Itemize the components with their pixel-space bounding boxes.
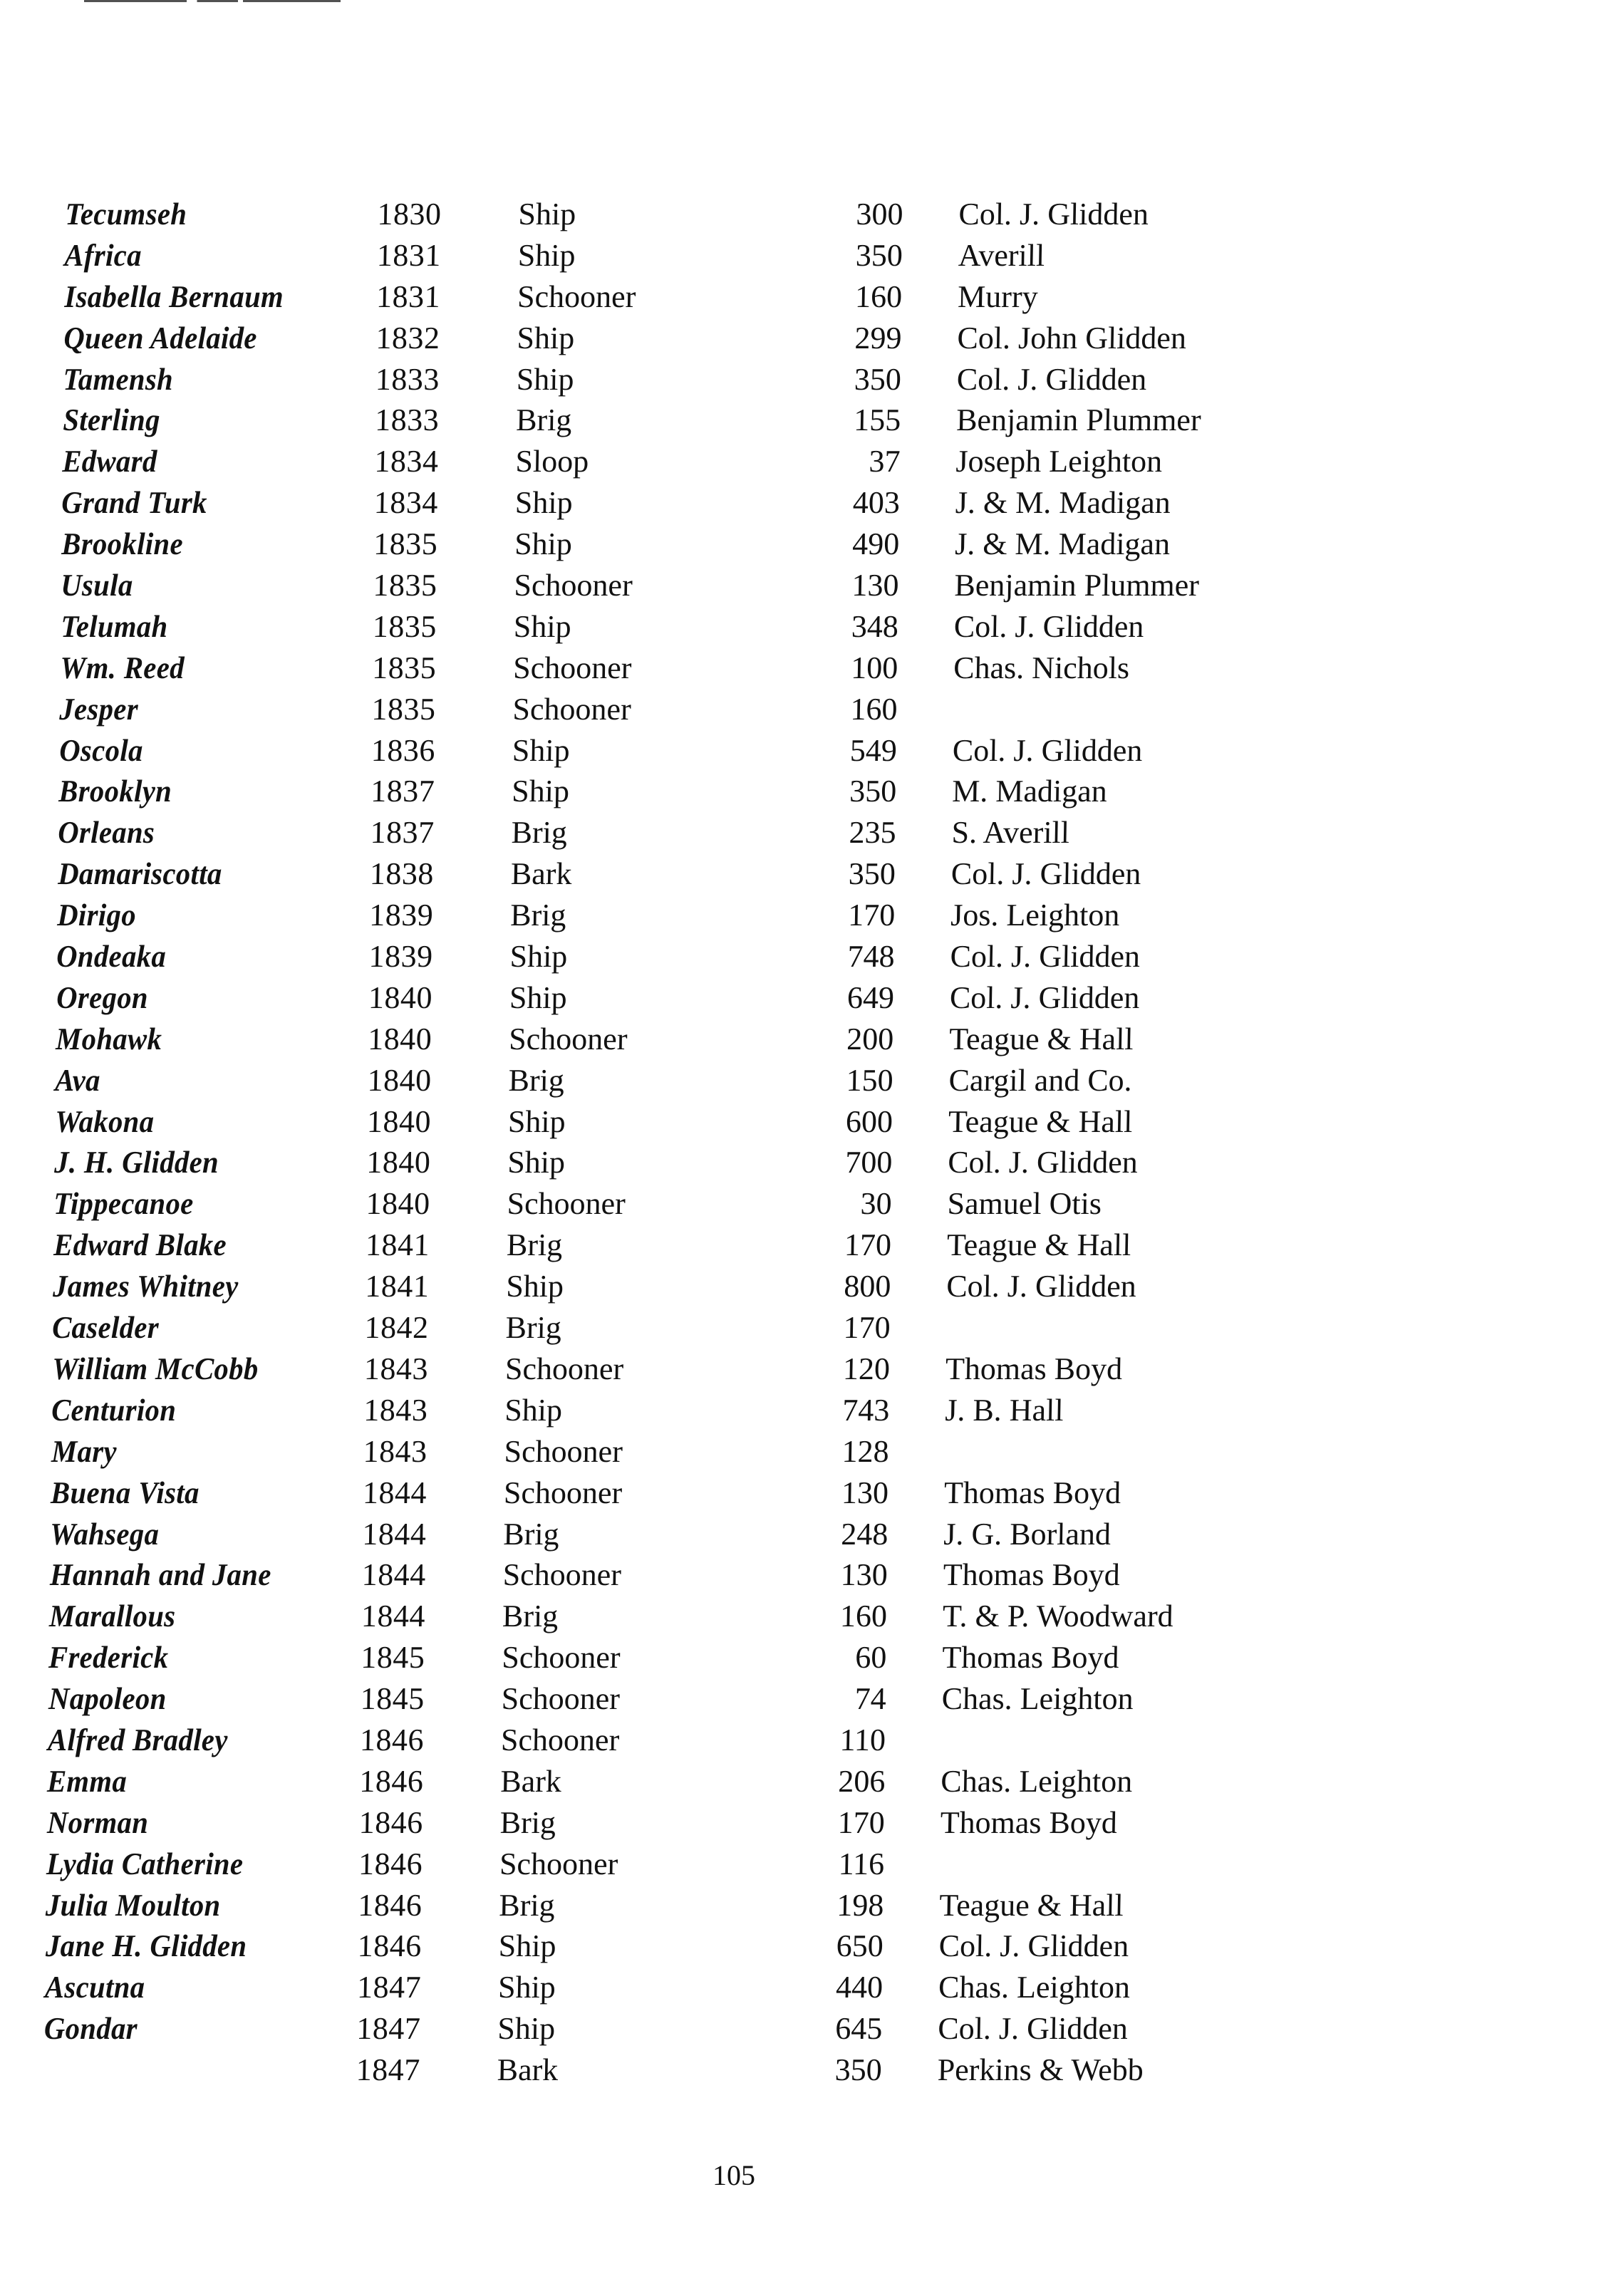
vessel-year: 1833 [375, 361, 440, 397]
table-row [5, 1472, 1599, 1514]
vessel-name: Alfred Bradley [47, 1722, 229, 1757]
vessel-owner: Cargil and Co. [948, 1062, 1133, 1098]
vessel-year: 1834 [373, 485, 439, 521]
vessel-owner: J. & M. Madigan [955, 485, 1171, 521]
vessel-name: Lydia Catherine [46, 1846, 244, 1881]
vessel-tons: 348 [851, 608, 899, 644]
vessel-owner: Jos. Leighton [950, 898, 1120, 933]
vessel-owner: Col. J. Glidden [953, 608, 1144, 644]
vessel-owner: Col. J. Glidden [945, 1269, 1137, 1304]
vessel-name: Mary [51, 1433, 117, 1469]
vessel-owner: Col. J. Glidden [938, 2011, 1129, 2047]
vessel-name: Wakona [54, 1103, 155, 1139]
vessel-tons: 130 [851, 568, 899, 603]
vessel-tons: 100 [850, 650, 898, 685]
vessel-tons: 60 [854, 1640, 887, 1676]
vessel-year: 1835 [373, 526, 438, 562]
vessel-tons: 155 [853, 402, 901, 438]
vessel-tons: 299 [854, 320, 902, 355]
vessel-year: 1836 [371, 732, 436, 768]
vessel-type: Bark [497, 2052, 559, 2088]
vessel-name: Tamensh [63, 361, 174, 397]
vessel-type: Brig [515, 402, 572, 438]
vessel-owner: Teague & Hall [946, 1227, 1131, 1263]
table-row [19, 276, 1601, 318]
vessel-tons: 206 [837, 1763, 886, 1799]
vessel-type: Bark [499, 1763, 562, 1799]
table-row [14, 689, 1601, 730]
vessel-owner: M. Madigan [951, 774, 1108, 809]
vessel-year: 1840 [366, 1145, 431, 1180]
table-row [11, 936, 1601, 977]
vessel-name: Brookline [61, 526, 184, 562]
vessel-owner: T. & P. Woodward [942, 1599, 1174, 1634]
vessel-tons: 748 [847, 939, 896, 975]
vessel-owner: Thomas Boyd [945, 1351, 1123, 1386]
vessel-type: Ship [514, 485, 573, 521]
vessel-type: Brig [498, 1887, 556, 1923]
table-row [8, 1183, 1601, 1225]
vessel-name: Julia Moulton [45, 1887, 222, 1923]
vessel-owner: Teague & Hall [948, 1103, 1133, 1139]
vessel-owner: J. G. Borland [943, 1516, 1112, 1552]
vessel-year: 1844 [361, 1599, 426, 1634]
vessel-tons: 645 [835, 2011, 883, 2047]
vessel-year: 1830 [377, 197, 442, 232]
vessel-owner: Teague & Hall [948, 1021, 1134, 1056]
vessel-tons: 198 [836, 1887, 884, 1923]
vessel-owner: Chas. Leighton [938, 1970, 1131, 2005]
table-row [1, 1802, 1592, 1844]
vessel-type: Schooner [502, 1557, 622, 1593]
table-row [9, 1101, 1601, 1143]
vessel-year: 1835 [371, 650, 437, 685]
vessel-owner: Col. J. Glidden [947, 1145, 1139, 1180]
vessel-year: 1846 [358, 1763, 424, 1799]
vessel-year: 1843 [363, 1433, 428, 1469]
vessel-name: Mohawk [55, 1021, 162, 1056]
vessel-owner: Benjamin Plummer [954, 568, 1200, 603]
vessel-name: Frederick [48, 1640, 170, 1676]
vessel-year: 1831 [375, 279, 441, 314]
table-row [11, 895, 1601, 936]
vessel-type: Brig [505, 1310, 562, 1346]
vessel-name: Brooklyn [58, 774, 172, 809]
vessel-tons: 350 [834, 2052, 883, 2088]
vessel-type: Ship [498, 1928, 556, 1964]
vessel-name: Orleans [58, 815, 155, 851]
vessel-year: 1837 [370, 815, 435, 851]
vessel-name: Usula [61, 568, 134, 603]
vessel-name: Oscola [58, 732, 143, 768]
vessel-owner: J. & M. Madigan [954, 526, 1171, 562]
table-row [15, 565, 1601, 606]
vessel-type: Ship [497, 1970, 556, 2005]
vessel-name: Buena Vista [50, 1475, 200, 1510]
vessel-tons: 200 [846, 1021, 894, 1056]
vessel-type: Brig [499, 1804, 556, 1840]
vessel-type: Ship [517, 320, 575, 355]
vessel-name: Hannah and Jane [49, 1557, 271, 1593]
vessel-tons: 150 [846, 1062, 894, 1098]
table-row [2, 1678, 1595, 1720]
vessel-type: Ship [509, 939, 568, 975]
vessel-type: Ship [507, 1145, 566, 1180]
table-row [10, 1019, 1601, 1060]
vessel-name: William McCobb [51, 1351, 259, 1386]
vessel-tons: 300 [856, 197, 903, 232]
vessel-type: Schooner [504, 1351, 624, 1386]
table-row [2, 1720, 1595, 1761]
vessel-name: Ava [55, 1062, 101, 1098]
vessel-owner: Joseph Leighton [955, 444, 1163, 479]
vessel-name: Isabella Bernaum [63, 279, 284, 314]
vessel-name: Edward Blake [53, 1227, 227, 1263]
vessel-name: Emma [46, 1763, 128, 1799]
vessel-tons: 110 [839, 1722, 886, 1757]
vessel-type: Ship [512, 732, 571, 768]
table-row [7, 1225, 1601, 1266]
vessel-year: 1841 [364, 1269, 430, 1304]
vessel-type: Schooner [501, 1681, 621, 1717]
vessel-name: Norman [46, 1804, 149, 1840]
vessel-tons: 549 [849, 732, 898, 768]
table-row [1, 1844, 1592, 1885]
vessel-tons: 116 [838, 1846, 885, 1881]
vessel-type: Schooner [512, 650, 632, 685]
vessel-owner: Thomas Boyd [941, 1640, 1119, 1676]
vessel-type: Schooner [517, 279, 636, 314]
vessel-year: 1840 [367, 1062, 432, 1098]
vessel-type: Schooner [504, 1433, 623, 1469]
vessel-type: Schooner [507, 1186, 626, 1222]
table-row [13, 771, 1601, 812]
vessel-owner: Thomas Boyd [943, 1475, 1121, 1510]
vessel-year: 1846 [357, 1887, 423, 1923]
vessel-owner: Col. J. Glidden [950, 856, 1141, 892]
page-number: 105 [713, 2159, 755, 2191]
vessel-year: 1844 [361, 1557, 427, 1593]
vessel-type: Schooner [503, 1475, 623, 1510]
vessel-type: Ship [517, 237, 576, 273]
vessel-type: Schooner [512, 691, 632, 727]
vessel-type: Ship [518, 197, 576, 232]
vessel-name: Jane H. Glidden [45, 1928, 247, 1964]
table-row [10, 977, 1601, 1019]
vessel-type: Ship [509, 980, 568, 1015]
vessel-type: Ship [511, 774, 570, 809]
table-row [12, 812, 1601, 853]
table-row [5, 1431, 1600, 1472]
vessel-type: Ship [504, 1392, 563, 1428]
table-row [16, 441, 1601, 482]
vessel-name: Grand Turk [61, 485, 208, 521]
table-row [7, 1266, 1601, 1307]
vessel-tons: 170 [847, 898, 896, 933]
vessel-year: 1842 [364, 1310, 430, 1346]
vessel-tons: 350 [849, 774, 897, 809]
vessel-owner: S. Averill [951, 815, 1070, 851]
table-row [0, 1967, 1590, 2008]
vessel-owner: Perkins & Webb [937, 2052, 1144, 2088]
vessel-tons: 350 [855, 237, 903, 273]
vessel-tons: 440 [835, 1970, 884, 2005]
vessel-year: 1832 [375, 320, 440, 355]
vessel-type: Ship [505, 1269, 564, 1304]
vessel-year: 1835 [371, 691, 436, 727]
vessel-year: 1846 [359, 1722, 425, 1757]
vessel-type: Schooner [501, 1640, 621, 1676]
table-row [17, 359, 1601, 400]
vessel-year: 1839 [368, 898, 434, 933]
vessel-owner: J. B. Hall [944, 1392, 1064, 1428]
vessel-tons: 350 [848, 856, 896, 892]
vessel-tons: 160 [850, 691, 898, 727]
vessel-name: Wahsega [49, 1516, 160, 1552]
vessel-owner: Col. John Glidden [957, 320, 1187, 355]
vessel-name: James Whitney [52, 1269, 239, 1304]
vessel-owner: Col. J. Glidden [952, 732, 1143, 768]
table-row [6, 1390, 1600, 1431]
vessel-name: Tippecanoe [53, 1186, 195, 1222]
table-row [0, 2050, 1589, 2091]
vessel-name: Centurion [51, 1392, 177, 1428]
vessel-owner: Col. J. Glidden [938, 1928, 1129, 1964]
vessel-owner: Thomas Boyd [940, 1804, 1118, 1840]
vessel-type: Brig [506, 1227, 563, 1263]
vessel-owner: Murry [957, 279, 1039, 314]
table-row [14, 606, 1601, 648]
vessel-year: 1834 [374, 444, 439, 479]
vessel-tons: 235 [849, 815, 897, 851]
vessel-type: Schooner [499, 1846, 618, 1881]
vessel-year: 1840 [366, 1186, 431, 1222]
vessel-tons: 128 [841, 1433, 890, 1469]
vessel-name: J. H. Glidden [53, 1145, 219, 1180]
vessel-name: Damariscotta [57, 856, 222, 892]
vessel-owner: Benjamin Plummer [955, 402, 1202, 438]
vessel-type: Ship [514, 526, 573, 562]
vessel-tons: 350 [854, 361, 902, 397]
vessel-owner: Thomas Boyd [943, 1557, 1121, 1593]
vessel-name: Jesper [59, 691, 139, 727]
table-row [9, 1142, 1601, 1183]
vessel-tons: 600 [845, 1103, 893, 1139]
vessel-name: Oregon [56, 980, 149, 1015]
vessel-tons: 160 [854, 279, 903, 314]
vessel-year: 1847 [356, 2011, 421, 2047]
vessel-year: 1844 [361, 1516, 427, 1552]
table-row [3, 1637, 1596, 1678]
vessel-type: Brig [502, 1516, 560, 1552]
vessel-tons: 170 [837, 1804, 886, 1840]
vessel-year: 1840 [368, 980, 433, 1015]
table-row [9, 1060, 1601, 1101]
vessel-owner: Col. J. Glidden [949, 980, 1140, 1015]
vessel-type: Brig [511, 815, 568, 851]
vessel-table [0, 194, 1601, 2091]
vessel-name: Sterling [62, 402, 161, 438]
vessel-tons: 120 [842, 1351, 891, 1386]
vessel-year: 1835 [373, 568, 437, 603]
vessel-name: Marallous [48, 1599, 176, 1634]
vessel-tons: 170 [844, 1227, 892, 1263]
vessel-year: 1846 [358, 1804, 424, 1840]
vessel-type: Bark [510, 856, 572, 892]
vessel-name: Dirigo [56, 898, 137, 933]
vessel-year: 1831 [376, 237, 442, 273]
vessel-owner: Col. J. Glidden [956, 361, 1147, 397]
vessel-name: Caselder [52, 1310, 160, 1346]
vessel-year: 1847 [356, 2052, 421, 2088]
vessel-owner: Chas. Nichols [953, 650, 1130, 685]
vessel-owner: Chas. Leighton [940, 1763, 1133, 1799]
vessel-year: 1840 [366, 1103, 432, 1139]
vessel-owner: Samuel Otis [947, 1186, 1102, 1222]
vessel-year: 1846 [358, 1846, 423, 1881]
table-row [0, 2008, 1590, 2050]
vessel-name: Gondar [44, 2011, 138, 2047]
vessel-tons: 170 [843, 1310, 891, 1346]
vessel-type: Schooner [514, 568, 633, 603]
vessel-name: Queen Adelaide [63, 320, 258, 355]
table-row [6, 1307, 1601, 1349]
vessel-year: 1835 [372, 608, 437, 644]
vessel-tons: 130 [841, 1475, 889, 1510]
vessel-year: 1833 [374, 402, 440, 438]
vessel-name: Ascutna [44, 1970, 145, 2005]
vessel-type: Ship [516, 361, 574, 397]
vessel-name: Telumah [60, 608, 168, 644]
table-row [0, 1885, 1592, 1926]
vessel-owner: Averill [958, 237, 1045, 273]
vessel-year: 1845 [360, 1681, 425, 1717]
vessel-year: 1843 [363, 1392, 428, 1428]
vessel-tons: 743 [841, 1392, 890, 1428]
table-row [6, 1349, 1600, 1390]
vessel-name: Edward [62, 444, 158, 479]
vessel-year: 1846 [357, 1928, 423, 1964]
table-row [16, 482, 1601, 524]
vessel-year: 1843 [363, 1351, 429, 1386]
vessel-tons: 800 [843, 1269, 891, 1304]
vessel-owner: Col. J. Glidden [950, 939, 1141, 975]
table-row [16, 524, 1601, 565]
vessel-name: Napoleon [48, 1681, 167, 1717]
table-row [18, 318, 1601, 359]
vessel-year: 1837 [370, 774, 435, 809]
vessel-tons: 30 [860, 1186, 893, 1222]
vessel-owner: Chas. Leighton [941, 1681, 1134, 1717]
vessel-tons: 700 [844, 1145, 893, 1180]
vessel-year: 1841 [365, 1227, 430, 1263]
vessel-name: Africa [64, 237, 143, 273]
top-rule [84, 0, 341, 2]
vessel-type: Sloop [515, 444, 589, 479]
vessel-tons: 403 [852, 485, 901, 521]
vessel-type: Ship [507, 1103, 566, 1139]
table-row [17, 400, 1601, 441]
vessel-type: Schooner [500, 1722, 620, 1757]
vessel-year: 1845 [360, 1640, 425, 1676]
table-row [4, 1596, 1597, 1637]
vessel-type: Ship [513, 608, 572, 644]
vessel-year: 1844 [362, 1475, 428, 1510]
vessel-tons: 650 [836, 1928, 884, 1964]
table-row [19, 194, 1601, 235]
vessel-name: Ondeaka [56, 939, 167, 975]
table-row [0, 1926, 1591, 1967]
vessel-name: Wm. Reed [59, 650, 185, 685]
vessel-year: 1840 [367, 1021, 432, 1056]
table-row [1, 1761, 1594, 1802]
vessel-type: Brig [502, 1599, 559, 1634]
vessel-type: Ship [497, 2011, 556, 2047]
vessel-tons: 649 [846, 980, 895, 1015]
vessel-tons: 37 [869, 444, 901, 479]
table-row [13, 730, 1601, 772]
vessel-tons: 130 [840, 1557, 888, 1593]
vessel-type: Brig [508, 1062, 565, 1098]
vessel-name: Tecumseh [65, 197, 187, 232]
vessel-tons: 74 [854, 1681, 887, 1717]
vessel-tons: 490 [851, 526, 900, 562]
vessel-year: 1838 [369, 856, 435, 892]
table-row [14, 648, 1601, 689]
table-row [19, 235, 1601, 276]
vessel-year: 1839 [368, 939, 434, 975]
table-row [4, 1554, 1597, 1596]
vessel-tons: 160 [839, 1599, 888, 1634]
vessel-year: 1847 [356, 1970, 422, 2005]
vessel-owner: Col. J. Glidden [958, 197, 1149, 232]
vessel-owner: Teague & Hall [938, 1887, 1124, 1923]
table-row [4, 1514, 1598, 1555]
vessel-tons: 248 [840, 1516, 888, 1552]
table-row [11, 853, 1601, 895]
vessel-type: Brig [509, 898, 566, 933]
vessel-type: Schooner [508, 1021, 628, 1056]
